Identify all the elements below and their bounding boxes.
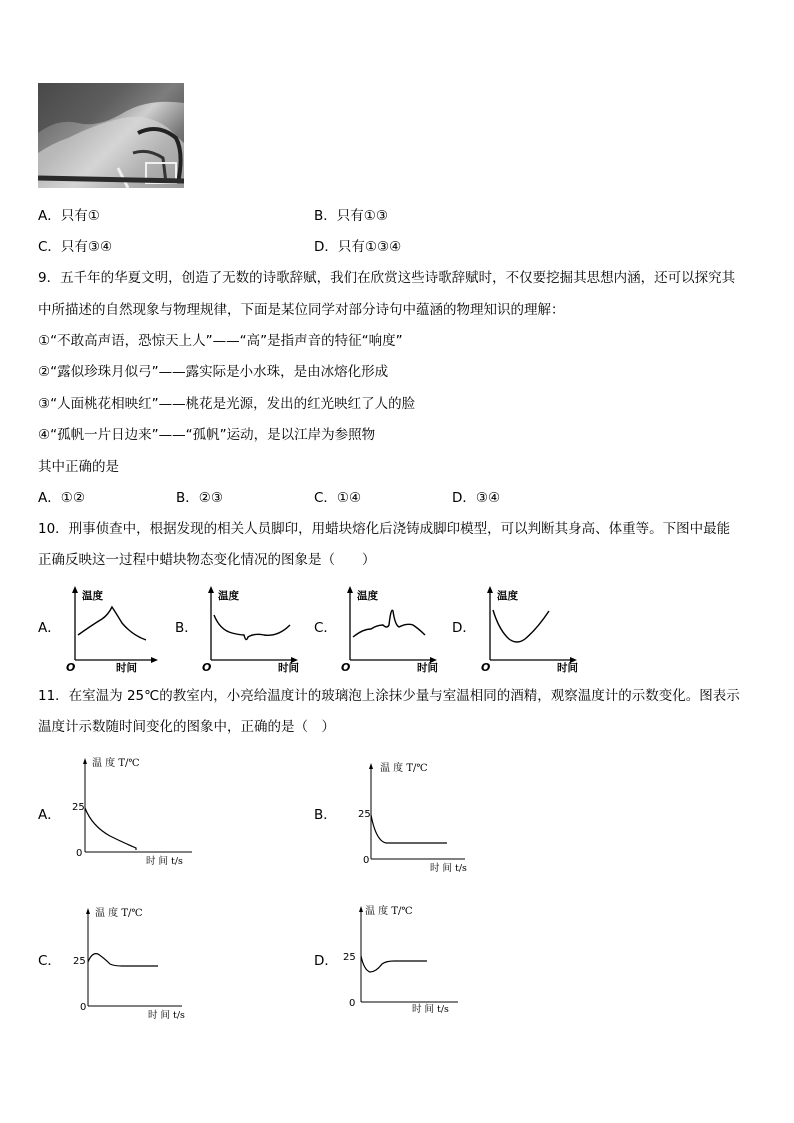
q11-graph-b-letter: B． [314, 807, 337, 823]
q10-stem-line2: 正确反映这一过程中蜡块物态变化情况的图象是（ ） [38, 552, 376, 568]
q11-graph-c-tick-25: 25 [73, 956, 86, 967]
q10-graph-a [62, 585, 162, 675]
q10-graph-b-curve [214, 615, 290, 640]
q11-graph-d-origin: 0 [349, 998, 356, 1009]
q11-graph-d-curve [361, 956, 427, 972]
q9-stem-line1: 9．五千年的华夏文明，创造了无数的诗歌辞赋，我们在欣赏这些诗歌辞赋时，不仅要挖掘其思想内涵，还可以探究其 [38, 270, 736, 286]
q11-graph-b-curve [371, 815, 447, 843]
q9-statement-3: ③“人面桃花相映红”——桃花是光源，发出的红光映红了人的脸 [38, 396, 416, 412]
q10-graph-d-xlabel: 时间 [557, 662, 578, 674]
q11-graph-a-letter: A． [38, 807, 61, 823]
q10-graph-d-ylabel: 温度 [497, 590, 518, 602]
q11-graph-b-xlabel: 时 间 t/s [430, 863, 467, 874]
q9-statement-1: ①“不敢高声语，恐惊天上人”——“高”是指声音的特征“响度” [38, 333, 403, 349]
q11-graph-b [350, 757, 480, 877]
q9-option-a: A．①② [38, 490, 85, 506]
q8-option-d: D．只有①③④ [314, 239, 402, 255]
q11-graph-d-tick-25: 25 [343, 952, 356, 963]
q10-graph-a-curve [78, 607, 146, 640]
q9-statement-2: ②“露似珍珠月似弓”——露实际是小水珠，是由冰熔化形成 [38, 364, 389, 380]
q11-graph-c-xlabel: 时 间 t/s [148, 1010, 185, 1021]
q11-stem-line1: 11．在室温为 25℃的教室内，小亮给温度计的玻璃泡上涂抹少量与室温相同的酒精，观察温度计的示数变化。图表示 [38, 688, 740, 704]
q10-graph-c-ylabel: 温度 [357, 590, 378, 602]
q11-graph-d-letter: D． [314, 953, 338, 969]
q11-graph-a-xlabel: 时 间 t/s [146, 856, 183, 867]
q11-graph-b-tick-25: 25 [358, 809, 371, 820]
q10-graph-c-xlabel: 时间 [417, 662, 438, 674]
q9-stem-line2: 中所描述的自然现象与物理规律，下面是某位同学对部分诗句中蕴涵的物理知识的理解： [38, 302, 565, 318]
q11-graph-a-curve [85, 808, 136, 850]
q11-graph-a-origin: 0 [76, 848, 83, 859]
q10-graph-b [198, 585, 303, 675]
q11-graph-d [340, 900, 480, 1020]
q9-option-b: B．②③ [176, 490, 223, 506]
q11-graph-d-xlabel: 时 间 t/s [412, 1004, 449, 1015]
q11-graph-c-curve [88, 954, 158, 966]
q11-graph-c-letter: C． [38, 953, 61, 969]
q11-graph-a-tick-25: 25 [72, 802, 85, 813]
q11-graph-c-ylabel: 温 度 T/℃ [95, 908, 143, 919]
q11-graph-b-origin: 0 [363, 855, 370, 866]
q10-graph-b-xlabel: 时间 [278, 662, 299, 674]
q10-graph-b-letter: B． [175, 620, 198, 636]
q8-option-c: C．只有③④ [38, 239, 113, 255]
q11-graph-d-ylabel: 温 度 T/℃ [365, 906, 413, 917]
q11-stem-line2: 温度计示数随时间变化的图象中，正确的是（ ） [38, 719, 335, 735]
q10-graph-a-ylabel: 温度 [82, 590, 103, 602]
question-8-photo [38, 83, 184, 188]
q11-graph-a [62, 752, 212, 867]
q10-graph-c-curve [353, 610, 425, 637]
q10-graph-c-origin: O [341, 661, 351, 674]
q10-graph-a-origin: O [66, 661, 76, 674]
q10-graph-d [477, 585, 582, 675]
q11-graph-c [62, 902, 202, 1022]
q9-question: 其中正确的是 [38, 459, 119, 475]
q10-graph-a-letter: A． [38, 620, 61, 636]
q10-graph-d-origin: O [481, 661, 491, 674]
q10-graph-a-xlabel: 时间 [116, 662, 137, 674]
q9-option-c: C．①④ [314, 490, 362, 506]
q9-statement-4: ④“孤帆一片日边来”——“孤帆”运动，是以江岸为参照物 [38, 427, 376, 443]
q10-graph-c [337, 585, 442, 675]
q8-option-b: B．只有①③ [314, 208, 388, 224]
q11-graph-b-ylabel: 温 度 T/℃ [380, 763, 428, 774]
q10-graph-d-letter: D． [452, 620, 476, 636]
q10-stem-line1: 10．刑事侦查中，根据发现的相关人员脚印，用蜡块熔化后浇铸成脚印模型，可以判断其身高、体重等。下图中最能 [38, 521, 731, 537]
q10-graph-b-origin: O [202, 661, 212, 674]
q10-graph-b-ylabel: 温度 [218, 590, 239, 602]
q11-graph-a-ylabel: 温 度 T/℃ [92, 758, 140, 769]
q9-option-d: D．③④ [452, 490, 501, 506]
q10-graph-d-curve [493, 610, 549, 642]
q11-graph-c-origin: 0 [80, 1002, 87, 1013]
q10-graph-c-letter: C． [314, 620, 337, 636]
q8-option-a: A．只有① [38, 208, 100, 224]
